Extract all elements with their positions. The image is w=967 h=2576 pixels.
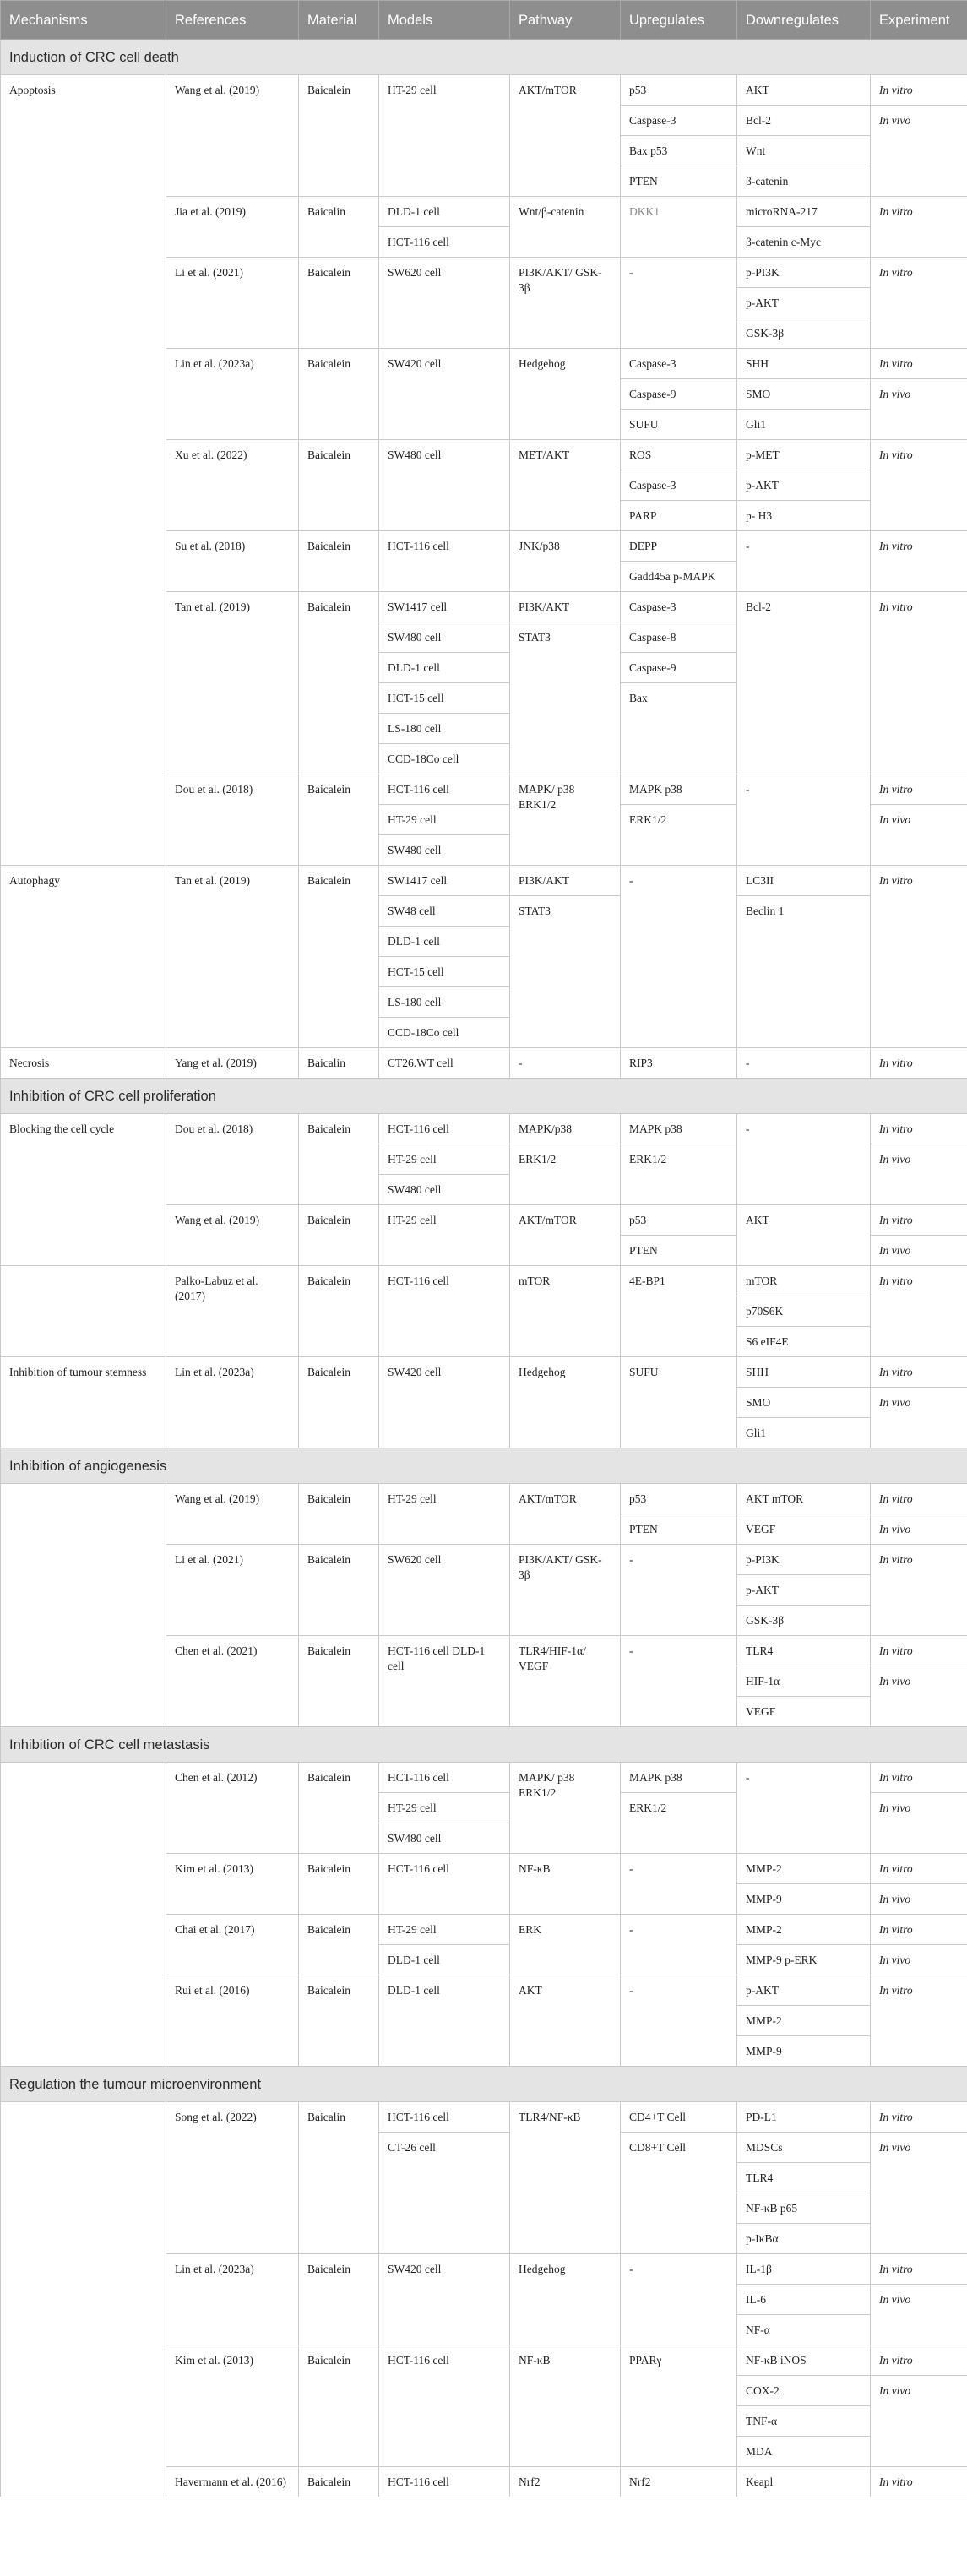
reference-cell: Xu et al. (2022)	[166, 440, 299, 531]
downregulates-cell: -	[737, 531, 871, 592]
downregulates-cell: TLR4	[737, 1636, 871, 1666]
reference-cell: Lin et al. (2023a)	[166, 1357, 299, 1448]
downregulates-cell: NF-α	[737, 2315, 871, 2345]
material-cell: Baicalein	[299, 1114, 379, 1205]
pathway-cell: PI3K/AKT	[510, 866, 621, 896]
reference-cell: Tan et al. (2019)	[166, 592, 299, 774]
upregulates-cell: ERK1/2	[621, 1144, 737, 1205]
material-cell: Baicalein	[299, 531, 379, 592]
reference-cell: Palko-Labuz et al. (2017)	[166, 1266, 299, 1357]
pathway-cell: JNK/p38	[510, 531, 621, 592]
table-row	[1, 1357, 967, 1388]
upregulates-cell: Caspase-9	[621, 379, 737, 410]
model-cell: HT-29 cell	[379, 1484, 510, 1545]
reference-cell: Wang et al. (2019)	[166, 1205, 299, 1266]
upregulates-cell: p53	[621, 1205, 737, 1236]
experiment-cell: In vitro	[871, 258, 967, 349]
downregulates-cell: p-AKT	[737, 1575, 871, 1606]
downregulates-cell: MMP-2	[737, 1854, 871, 1884]
reference-cell: Tan et al. (2019)	[166, 866, 299, 1048]
downregulates-cell: p-AKT	[737, 288, 871, 318]
table-body	[1, 40, 967, 2497]
mechanism-cell: Inhibition of tumour stemness	[1, 1357, 166, 1448]
pathway-cell: AKT/mTOR	[510, 75, 621, 197]
downregulates-cell: VEGF	[737, 1697, 871, 1727]
pathway-cell: STAT3	[510, 896, 621, 1048]
material-cell: Baicalein	[299, 1636, 379, 1727]
pathway-cell: mTOR	[510, 1266, 621, 1357]
downregulates-cell: p-IκBα	[737, 2224, 871, 2254]
downregulates-cell: p-PI3K	[737, 258, 871, 288]
experiment-cell: In vitro	[871, 2254, 967, 2285]
reference-cell: Kim et al. (2013)	[166, 1854, 299, 1915]
section-row	[1, 1079, 967, 1114]
model-cell: CT26.WT cell	[379, 1048, 510, 1079]
model-cell: LS-180 cell	[379, 987, 510, 1018]
pathway-cell: Hedgehog	[510, 349, 621, 440]
upregulates-cell: Gadd45a p-MAPK	[621, 562, 737, 592]
reference-cell: Kim et al. (2013)	[166, 2345, 299, 2467]
upregulates-cell: SUFU	[621, 410, 737, 440]
mechanism-cell	[1, 1484, 166, 1727]
pathway-cell: PI3K/AKT/ GSK-3β	[510, 258, 621, 349]
downregulates-cell: Beclin 1	[737, 896, 871, 1048]
model-cell: CCD-18Co cell	[379, 744, 510, 774]
downregulates-cell: COX-2	[737, 2376, 871, 2406]
pathway-cell: AKT/mTOR	[510, 1484, 621, 1545]
downregulates-cell: SHH	[737, 349, 871, 379]
pathway-cell: ERK1/2	[510, 1144, 621, 1205]
upregulates-cell: Bax	[621, 683, 737, 774]
upregulates-cell: Caspase-3	[621, 349, 737, 379]
model-cell: HCT-116 cell	[379, 531, 510, 592]
pathway-cell: NF-κB	[510, 2345, 621, 2467]
model-cell: SW480 cell	[379, 1175, 510, 1205]
pathway-cell: AKT/mTOR	[510, 1205, 621, 1266]
experiment-cell: In vivo	[871, 2285, 967, 2345]
model-cell: CT-26 cell	[379, 2133, 510, 2254]
reference-cell: Chen et al. (2012)	[166, 1763, 299, 1854]
experiment-cell: In vitro	[871, 1114, 967, 1144]
experiment-cell: In vivo	[871, 1236, 967, 1266]
col-header-mechanisms: Mechanisms	[1, 1, 166, 40]
model-cell: HCT-116 cell	[379, 1114, 510, 1144]
downregulates-cell: IL-6	[737, 2285, 871, 2315]
model-cell: DLD-1 cell	[379, 1945, 510, 1975]
pathway-cell: ERK	[510, 1915, 621, 1975]
downregulates-cell: MMP-9	[737, 2036, 871, 2067]
upregulates-cell: PPARγ	[621, 2345, 737, 2467]
downregulates-cell: NF-κB iNOS	[737, 2345, 871, 2376]
section-row	[1, 40, 967, 75]
pathway-cell: AKT	[510, 1975, 621, 2067]
model-cell: DLD-1 cell	[379, 927, 510, 957]
experiment-cell: In vitro	[871, 1854, 967, 1884]
experiment-cell: In vitro	[871, 531, 967, 592]
model-cell: HT-29 cell	[379, 1793, 510, 1823]
reference-cell: Chen et al. (2021)	[166, 1636, 299, 1727]
upregulates-cell: MAPK p38	[621, 1763, 737, 1793]
model-cell: HCT-15 cell	[379, 683, 510, 714]
reference-cell: Dou et al. (2018)	[166, 1114, 299, 1205]
experiment-cell: In vitro	[871, 1484, 967, 1514]
table-row	[1, 1763, 967, 1793]
mechanism-cell	[1, 1763, 166, 2067]
upregulates-cell: PTEN	[621, 166, 737, 197]
col-header-downregulates: Downregulates	[737, 1, 871, 40]
upregulates-cell: Caspase-3	[621, 106, 737, 136]
upregulates-cell: PTEN	[621, 1514, 737, 1545]
downregulates-cell: GSK-3β	[737, 1606, 871, 1636]
reference-cell: Song et al. (2022)	[166, 2102, 299, 2254]
material-cell: Baicalein	[299, 2467, 379, 2497]
model-cell: HCT-116 cell	[379, 1854, 510, 1915]
downregulates-cell: -	[737, 1114, 871, 1205]
reference-cell: Li et al. (2021)	[166, 1545, 299, 1636]
pathway-cell: -	[510, 1048, 621, 1079]
section-title: Inhibition of angiogenesis	[1, 1448, 967, 1484]
downregulates-cell: AKT mTOR	[737, 1484, 871, 1514]
upregulates-cell: ERK1/2	[621, 1793, 737, 1854]
pathway-cell: MAPK/p38	[510, 1114, 621, 1144]
reference-cell: Wang et al. (2019)	[166, 75, 299, 197]
upregulates-cell: 4E-BP1	[621, 1266, 737, 1357]
downregulates-cell: mTOR	[737, 1266, 871, 1296]
table-row	[1, 1114, 967, 1144]
mechanism-cell: Necrosis	[1, 1048, 166, 1079]
downregulates-cell: microRNA-217	[737, 197, 871, 227]
col-header-pathway: Pathway	[510, 1, 621, 40]
upregulates-cell: CD8+T Cell	[621, 2133, 737, 2254]
experiment-cell: In vitro	[871, 1357, 967, 1388]
downregulates-cell: Bcl-2	[737, 592, 871, 774]
mechanism-cell: Blocking the cell cycle	[1, 1114, 166, 1266]
upregulates-cell: -	[621, 1545, 737, 1636]
experiment-cell: In vivo	[871, 805, 967, 866]
upregulates-cell: ROS	[621, 440, 737, 470]
model-cell: LS-180 cell	[379, 714, 510, 744]
section-title: Induction of CRC cell death	[1, 40, 967, 75]
experiment-cell: In vitro	[871, 1636, 967, 1666]
upregulates-cell: -	[621, 1915, 737, 1975]
downregulates-cell: SMO	[737, 379, 871, 410]
experiment-cell: In vitro	[871, 2102, 967, 2133]
downregulates-cell: MMP-9	[737, 1884, 871, 1915]
model-cell: DLD-1 cell	[379, 653, 510, 683]
model-cell: HCT-116 cell	[379, 2345, 510, 2467]
downregulates-cell: -	[737, 1048, 871, 1079]
model-cell: HCT-116 cell	[379, 227, 510, 258]
model-cell: SW480 cell	[379, 622, 510, 653]
model-cell: DLD-1 cell	[379, 197, 510, 227]
upregulates-cell: p53	[621, 1484, 737, 1514]
model-cell: HCT-116 cell DLD-1 cell	[379, 1636, 510, 1727]
model-cell: SW1417 cell	[379, 866, 510, 896]
model-cell: HCT-15 cell	[379, 957, 510, 987]
model-cell: HT-29 cell	[379, 1205, 510, 1266]
upregulates-cell: -	[621, 1854, 737, 1915]
pathway-cell: TLR4/HIF-1α/ VEGF	[510, 1636, 621, 1727]
downregulates-cell: -	[737, 774, 871, 866]
pathway-cell: MAPK/ p38 ERK1/2	[510, 1763, 621, 1854]
pathway-cell: STAT3	[510, 622, 621, 774]
col-header-experiment: Experiment	[871, 1, 967, 40]
model-cell: SW480 cell	[379, 1823, 510, 1854]
col-header-references: References	[166, 1, 299, 40]
material-cell: Baicalein	[299, 1915, 379, 1975]
upregulates-cell: DEPP	[621, 531, 737, 562]
upregulates-cell: Caspase-8	[621, 622, 737, 653]
downregulates-cell: MMP-9 p-ERK	[737, 1945, 871, 1975]
mechanism-cell: Apoptosis	[1, 75, 166, 866]
model-cell: HT-29 cell	[379, 805, 510, 835]
downregulates-cell: SMO	[737, 1388, 871, 1418]
col-header-upregulates: Upregulates	[621, 1, 737, 40]
model-cell: HT-29 cell	[379, 1915, 510, 1945]
mechanism-cell	[1, 2102, 166, 2497]
pathway-cell: NF-κB	[510, 1854, 621, 1915]
downregulates-cell: MMP-2	[737, 2006, 871, 2036]
table-row	[1, 866, 967, 896]
table-row	[1, 2102, 967, 2133]
experiment-cell: In vitro	[871, 197, 967, 258]
reference-cell: Wang et al. (2019)	[166, 1484, 299, 1545]
material-cell: Baicalein	[299, 440, 379, 531]
model-cell: SW420 cell	[379, 349, 510, 440]
upregulates-cell: PARP	[621, 501, 737, 531]
downregulates-cell: MDA	[737, 2437, 871, 2467]
material-cell: Baicalein	[299, 75, 379, 197]
material-cell: Baicalein	[299, 1854, 379, 1915]
table-row	[1, 1266, 967, 1296]
material-cell: Baicalein	[299, 592, 379, 774]
downregulates-cell: p-PI3K	[737, 1545, 871, 1575]
section-title: Inhibition of CRC cell metastasis	[1, 1727, 967, 1763]
experiment-cell: In vitro	[871, 1545, 967, 1636]
model-cell: HCT-116 cell	[379, 1763, 510, 1793]
downregulates-cell: AKT	[737, 1205, 871, 1266]
experiment-cell: In vitro	[871, 1205, 967, 1236]
experiment-cell: In vivo	[871, 106, 967, 197]
downregulates-cell: Gli1	[737, 1418, 871, 1448]
model-cell: SW420 cell	[379, 2254, 510, 2345]
pathway-cell: TLR4/NF-κB	[510, 2102, 621, 2254]
downregulates-cell: p-MET	[737, 440, 871, 470]
material-cell: Baicalein	[299, 2345, 379, 2467]
material-cell: Baicalin	[299, 1048, 379, 1079]
upregulates-cell: Nrf2	[621, 2467, 737, 2497]
reference-cell: Li et al. (2021)	[166, 258, 299, 349]
upregulates-cell: SUFU	[621, 1357, 737, 1448]
experiment-cell: In vivo	[871, 1884, 967, 1915]
pathway-cell: Wnt/β-catenin	[510, 197, 621, 258]
material-cell: Baicalein	[299, 1266, 379, 1357]
material-cell: Baicalein	[299, 1205, 379, 1266]
downregulates-cell: SHH	[737, 1357, 871, 1388]
model-cell: SW620 cell	[379, 1545, 510, 1636]
downregulates-cell: S6 eIF4E	[737, 1327, 871, 1357]
mechanism-cell	[1, 1266, 166, 1357]
material-cell: Baicalin	[299, 2102, 379, 2254]
section-row	[1, 2067, 967, 2102]
experiment-cell: In vivo	[871, 1945, 967, 1975]
reference-cell: Chai et al. (2017)	[166, 1915, 299, 1975]
downregulates-cell: MDSCs	[737, 2133, 871, 2163]
upregulates-cell: MAPK p38	[621, 774, 737, 805]
downregulates-cell: Wnt	[737, 136, 871, 166]
reference-cell: Lin et al. (2023a)	[166, 349, 299, 440]
downregulates-cell: p-AKT	[737, 1975, 871, 2006]
experiment-cell: In vitro	[871, 592, 967, 774]
downregulates-cell: NF-κB p65	[737, 2193, 871, 2224]
downregulates-cell: β-catenin c-Myc	[737, 227, 871, 258]
table-row	[1, 1048, 967, 1079]
downregulates-cell: TNF-α	[737, 2406, 871, 2437]
pathway-cell: PI3K/AKT	[510, 592, 621, 622]
table-row	[1, 75, 967, 106]
mechanism-cell: Autophagy	[1, 866, 166, 1048]
downregulates-cell: GSK-3β	[737, 318, 871, 349]
model-cell: SW620 cell	[379, 258, 510, 349]
reference-cell: Rui et al. (2016)	[166, 1975, 299, 2067]
upregulates-cell: p53	[621, 75, 737, 106]
downregulates-cell: p-AKT	[737, 470, 871, 501]
pathway-cell: Hedgehog	[510, 2254, 621, 2345]
upregulates-cell: Caspase-9	[621, 653, 737, 683]
material-cell: Baicalein	[299, 1763, 379, 1854]
reference-cell: Jia et al. (2019)	[166, 197, 299, 258]
material-cell: Baicalin	[299, 197, 379, 258]
downregulates-cell: IL-1β	[737, 2254, 871, 2285]
material-cell: Baicalein	[299, 258, 379, 349]
reference-cell: Dou et al. (2018)	[166, 774, 299, 866]
experiment-cell: In vivo	[871, 1793, 967, 1854]
experiment-cell: In vitro	[871, 1763, 967, 1793]
experiment-cell: In vitro	[871, 1266, 967, 1357]
pathway-cell: Nrf2	[510, 2467, 621, 2497]
downregulates-cell: TLR4	[737, 2163, 871, 2193]
upregulates-cell: CD4+T Cell	[621, 2102, 737, 2133]
reference-cell: Yang et al. (2019)	[166, 1048, 299, 1079]
experiment-cell: In vitro	[871, 2467, 967, 2497]
upregulates-cell: -	[621, 1636, 737, 1727]
experiment-cell: In vitro	[871, 440, 967, 531]
downregulates-cell: -	[737, 1763, 871, 1854]
header-row	[1, 1, 967, 40]
material-cell: Baicalein	[299, 774, 379, 866]
model-cell: HCT-116 cell	[379, 774, 510, 805]
downregulates-cell: Bcl-2	[737, 106, 871, 136]
pathway-cell: Hedgehog	[510, 1357, 621, 1448]
upregulates-cell: PTEN	[621, 1236, 737, 1266]
upregulates-cell: MAPK p38	[621, 1114, 737, 1144]
experiment-cell: In vivo	[871, 379, 967, 440]
upregulates-cell: -	[621, 1975, 737, 2067]
material-cell: Baicalein	[299, 1357, 379, 1448]
material-cell: Baicalein	[299, 2254, 379, 2345]
pathway-cell: PI3K/AKT/ GSK-3β	[510, 1545, 621, 1636]
upregulates-cell: DKK1	[621, 197, 737, 258]
experiment-cell: In vitro	[871, 2345, 967, 2376]
upregulates-cell: -	[621, 2254, 737, 2345]
model-cell: SW1417 cell	[379, 592, 510, 622]
upregulates-cell: Caspase-3	[621, 470, 737, 501]
downregulates-cell: VEGF	[737, 1514, 871, 1545]
downregulates-cell: Gli1	[737, 410, 871, 440]
material-cell: Baicalein	[299, 866, 379, 1048]
pathway-cell: MAPK/ p38 ERK1/2	[510, 774, 621, 866]
experiment-cell: In vivo	[871, 1388, 967, 1448]
reference-cell: Su et al. (2018)	[166, 531, 299, 592]
model-cell: CCD-18Co cell	[379, 1018, 510, 1048]
downregulates-cell: AKT	[737, 75, 871, 106]
section-row	[1, 1448, 967, 1484]
experiment-cell: In vitro	[871, 1915, 967, 1945]
experiment-cell: In vitro	[871, 866, 967, 1048]
col-header-models: Models	[379, 1, 510, 40]
downregulates-cell: Keapl	[737, 2467, 871, 2497]
material-cell: Baicalein	[299, 349, 379, 440]
model-cell: SW48 cell	[379, 896, 510, 927]
material-cell: Baicalein	[299, 1484, 379, 1545]
experiment-cell: In vitro	[871, 349, 967, 379]
downregulates-cell: HIF-1α	[737, 1666, 871, 1697]
reference-cell: Lin et al. (2023a)	[166, 2254, 299, 2345]
model-cell: DLD-1 cell	[379, 1975, 510, 2067]
experiment-cell: In vivo	[871, 1514, 967, 1545]
section-row	[1, 1727, 967, 1763]
model-cell: SW420 cell	[379, 1357, 510, 1448]
table-row	[1, 1484, 967, 1514]
upregulates-cell: -	[621, 866, 737, 1048]
pathway-cell: MET/AKT	[510, 440, 621, 531]
downregulates-cell: PD-L1	[737, 2102, 871, 2133]
material-cell: Baicalein	[299, 1545, 379, 1636]
downregulates-cell: β-catenin	[737, 166, 871, 197]
model-cell: HT-29 cell	[379, 75, 510, 197]
model-cell: SW480 cell	[379, 835, 510, 866]
material-cell: Baicalein	[299, 1975, 379, 2067]
downregulates-cell: p70S6K	[737, 1296, 871, 1327]
model-cell: HCT-116 cell	[379, 2467, 510, 2497]
model-cell: HT-29 cell	[379, 1144, 510, 1175]
upregulates-cell: RIP3	[621, 1048, 737, 1079]
section-title: Inhibition of CRC cell proliferation	[1, 1079, 967, 1114]
experiment-cell: In vitro	[871, 1975, 967, 2067]
upregulates-cell: ERK1/2	[621, 805, 737, 866]
experiment-cell: In vitro	[871, 1048, 967, 1079]
model-cell: SW480 cell	[379, 440, 510, 531]
reference-cell: Havermann et al. (2016)	[166, 2467, 299, 2497]
downregulates-cell: LC3II	[737, 866, 871, 896]
upregulates-cell: Caspase-3	[621, 592, 737, 622]
downregulates-cell: p- H3	[737, 501, 871, 531]
model-cell: HCT-116 cell	[379, 1266, 510, 1357]
experiment-cell: In vitro	[871, 75, 967, 106]
upregulates-cell: -	[621, 258, 737, 349]
downregulates-cell: MMP-2	[737, 1915, 871, 1945]
experiment-cell: In vivo	[871, 1144, 967, 1205]
experiment-cell: In vivo	[871, 1666, 967, 1727]
col-header-material: Material	[299, 1, 379, 40]
experiment-cell: In vivo	[871, 2376, 967, 2467]
model-cell: HCT-116 cell	[379, 2102, 510, 2133]
experiment-cell: In vitro	[871, 774, 967, 805]
upregulates-cell: Bax p53	[621, 136, 737, 166]
experiment-cell: In vivo	[871, 2133, 967, 2254]
section-title: Regulation the tumour microenvironment	[1, 2067, 967, 2102]
